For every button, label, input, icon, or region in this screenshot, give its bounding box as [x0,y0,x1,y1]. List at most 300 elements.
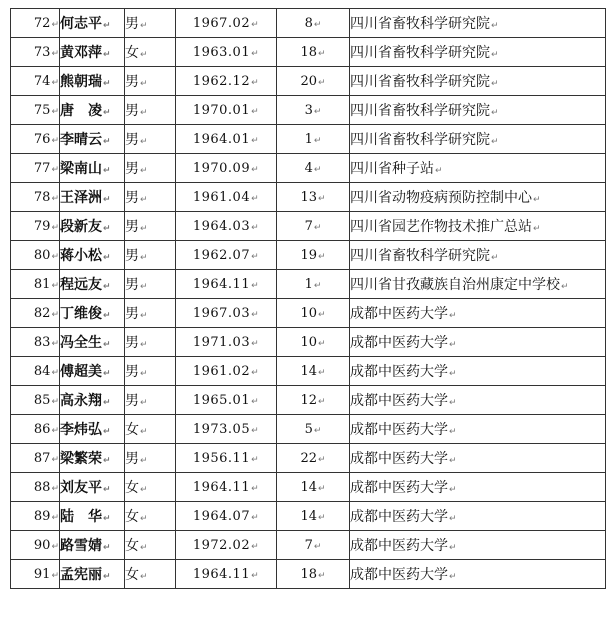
paragraph-mark-icon: ↵ [318,193,326,204]
paragraph-mark-icon: ↵ [318,512,326,523]
paragraph-mark-icon: ↵ [318,77,326,88]
organization-cell-text: 成都中医药大学 [350,364,448,380]
birth-date-cell-text: 1967.02 [192,15,251,31]
row-number-cell [11,154,60,183]
years-cell [277,125,350,154]
paragraph-mark-icon: ↵ [449,485,457,495]
name-cell [60,38,125,67]
paragraph-mark-icon: ↵ [251,338,260,349]
gender-cell-text: 男 [125,335,139,351]
paragraph-mark-icon: ↵ [140,427,148,437]
years-cell-text: 7 [304,218,313,234]
name-cell-text: 孟宪丽 [60,567,102,583]
paragraph-mark-icon: ↵ [140,485,148,495]
paragraph-mark-icon: ↵ [251,454,260,465]
name-cell-text: 黄邓萍 [60,45,102,61]
name-cell-text: 梁繁荣 [60,451,102,467]
name-cell [60,328,125,357]
birth-date-cell [176,183,277,212]
name-cell [60,473,125,502]
birth-date-cell-text: 1964.03 [192,218,251,234]
table-row [11,67,606,96]
paragraph-mark-icon: ↵ [51,164,59,175]
name-cell [60,9,125,38]
name-cell [60,444,125,473]
paragraph-mark-icon: ↵ [449,572,457,582]
paragraph-mark-icon: ↵ [103,166,111,176]
paragraph-mark-icon: ↵ [140,456,148,466]
years-cell-text: 14 [300,508,317,524]
birth-date-cell [176,415,277,444]
birth-date-cell [176,444,277,473]
years-cell [277,560,350,589]
years-cell-text: 13 [300,189,317,205]
gender-cell [125,444,176,473]
paragraph-mark-icon: ↵ [318,483,326,494]
gender-cell-text: 男 [125,161,139,177]
name-cell [60,212,125,241]
birth-date-cell-text: 1956.11 [192,450,251,466]
name-cell [60,241,125,270]
paragraph-mark-icon: ↵ [251,570,260,581]
name-cell [60,502,125,531]
paragraph-mark-icon: ↵ [491,79,499,89]
birth-date-cell [176,125,277,154]
table-row [11,96,606,125]
years-cell [277,270,350,299]
name-cell [60,270,125,299]
row-number-cell [11,67,60,96]
organization-cell [350,270,606,299]
row-number-cell-text: 73 [33,44,51,60]
row-number-cell [11,386,60,415]
row-number-cell [11,502,60,531]
years-cell-text: 14 [300,363,317,379]
birth-date-cell [176,299,277,328]
birth-date-cell [176,270,277,299]
row-number-cell-text: 75 [33,102,51,118]
organization-cell [350,299,606,328]
table-row [11,386,606,415]
row-number-cell [11,270,60,299]
row-number-cell-text: 74 [33,73,51,89]
paragraph-mark-icon: ↵ [251,251,260,262]
birth-date-cell-text: 1972.02 [192,537,251,553]
paragraph-mark-icon: ↵ [103,543,111,553]
gender-cell [125,67,176,96]
paragraph-mark-icon: ↵ [51,396,59,407]
years-cell-text: 3 [304,102,313,118]
name-cell [60,125,125,154]
organization-cell [350,357,606,386]
row-number-cell [11,444,60,473]
row-number-cell-text: 77 [33,160,51,176]
birth-date-cell-text: 1964.11 [192,276,251,292]
organization-cell [350,241,606,270]
birth-date-cell [176,241,277,270]
name-cell-text: 傅超美 [60,364,102,380]
paragraph-mark-icon: ↵ [449,456,457,466]
name-cell [60,154,125,183]
organization-cell [350,125,606,154]
paragraph-mark-icon: ↵ [318,251,326,262]
birth-date-cell-text: 1964.11 [192,479,251,495]
birth-date-cell-text: 1961.02 [192,363,251,379]
paragraph-mark-icon: ↵ [251,280,260,291]
row-number-cell [11,560,60,589]
organization-cell-text: 四川省动物疫病预防控制中心 [350,190,532,206]
paragraph-mark-icon: ↵ [318,570,326,581]
years-cell [277,444,350,473]
paragraph-mark-icon: ↵ [103,369,111,379]
row-number-cell [11,9,60,38]
paragraph-mark-icon: ↵ [313,280,322,291]
birth-date-cell-text: 1964.11 [192,566,251,582]
paragraph-mark-icon: ↵ [140,514,148,524]
gender-cell-text: 男 [125,103,139,119]
paragraph-mark-icon: ↵ [51,367,59,378]
paragraph-mark-icon: ↵ [318,338,326,349]
paragraph-mark-icon: ↵ [51,309,59,320]
paragraph-mark-icon: ↵ [51,338,59,349]
gender-cell [125,9,176,38]
paragraph-mark-icon: ↵ [313,106,322,117]
years-cell-text: 18 [300,44,317,60]
paragraph-mark-icon: ↵ [51,77,59,88]
paragraph-mark-icon: ↵ [140,572,148,582]
gender-cell-text: 男 [125,248,139,264]
paragraph-mark-icon: ↵ [313,164,322,175]
gender-cell-text: 男 [125,190,139,206]
name-cell [60,357,125,386]
name-cell [60,415,125,444]
row-number-cell [11,212,60,241]
table-row [11,154,606,183]
table-row [11,415,606,444]
organization-cell [350,328,606,357]
gender-cell [125,125,176,154]
years-cell-text: 10 [300,334,317,350]
years-cell-text: 20 [300,73,317,89]
paragraph-mark-icon: ↵ [318,48,326,59]
paragraph-mark-icon: ↵ [449,543,457,553]
name-cell [60,96,125,125]
years-cell [277,531,350,560]
paragraph-mark-icon: ↵ [51,193,59,204]
organization-cell [350,183,606,212]
row-number-cell-text: 88 [33,479,51,495]
row-number-cell [11,357,60,386]
paragraph-mark-icon: ↵ [251,19,260,30]
row-number-cell-text: 76 [33,131,51,147]
paragraph-mark-icon: ↵ [140,79,148,89]
table-row [11,38,606,67]
birth-date-cell-text: 1965.01 [192,392,251,408]
paragraph-mark-icon: ↵ [251,512,260,523]
gender-cell-text: 女 [125,509,139,525]
gender-cell [125,386,176,415]
paragraph-mark-icon: ↵ [103,282,111,292]
paragraph-mark-icon: ↵ [51,512,59,523]
gender-cell-text: 男 [125,219,139,235]
years-cell-text: 22 [300,450,317,466]
paragraph-mark-icon: ↵ [140,398,148,408]
birth-date-cell-text: 1964.01 [192,131,251,147]
name-cell-text: 唐 凌 [60,103,102,119]
name-cell-text: 高永翔 [60,393,102,409]
birth-date-cell-text: 1964.07 [192,508,251,524]
organization-cell-text: 成都中医药大学 [350,451,448,467]
gender-cell [125,502,176,531]
row-number-cell-text: 78 [33,189,51,205]
paragraph-mark-icon: ↵ [51,135,59,146]
paragraph-mark-icon: ↵ [103,137,111,147]
birth-date-cell-text: 1973.05 [192,421,251,437]
table-row [11,357,606,386]
paragraph-mark-icon: ↵ [449,369,457,379]
years-cell [277,415,350,444]
birth-date-cell [176,502,277,531]
organization-cell-text: 四川省畜牧科学研究院 [350,74,490,90]
name-cell [60,299,125,328]
organization-cell [350,96,606,125]
paragraph-mark-icon: ↵ [140,108,148,118]
years-cell [277,154,350,183]
paragraph-mark-icon: ↵ [103,340,111,350]
organization-cell-text: 四川省种子站 [350,161,434,177]
organization-cell [350,38,606,67]
paragraph-mark-icon: ↵ [103,21,111,31]
row-number-cell [11,415,60,444]
paragraph-mark-icon: ↵ [251,425,260,436]
paragraph-mark-icon: ↵ [318,396,326,407]
birth-date-cell [176,9,277,38]
paragraph-mark-icon: ↵ [140,311,148,321]
organization-cell-text: 四川省畜牧科学研究院 [350,45,490,61]
organization-cell [350,560,606,589]
table-row [11,241,606,270]
years-cell-text: 5 [304,421,313,437]
paragraph-mark-icon: ↵ [140,50,148,60]
organization-cell [350,531,606,560]
table-row [11,299,606,328]
paragraph-mark-icon: ↵ [140,543,148,553]
gender-cell [125,560,176,589]
table-row [11,212,606,241]
row-number-cell [11,125,60,154]
years-cell-text: 19 [300,247,317,263]
paragraph-mark-icon: ↵ [103,195,111,205]
organization-cell [350,386,606,415]
paragraph-mark-icon: ↵ [103,253,111,263]
gender-cell [125,96,176,125]
gender-cell [125,299,176,328]
table-row [11,560,606,589]
table-row [11,444,606,473]
paragraph-mark-icon: ↵ [491,50,499,60]
paragraph-mark-icon: ↵ [251,222,260,233]
years-cell [277,473,350,502]
paragraph-mark-icon: ↵ [51,222,59,233]
gender-cell [125,270,176,299]
birth-date-cell [176,328,277,357]
name-cell [60,183,125,212]
paragraph-mark-icon: ↵ [251,193,260,204]
paragraph-mark-icon: ↵ [140,166,148,176]
paragraph-mark-icon: ↵ [140,224,148,234]
organization-cell [350,502,606,531]
paragraph-mark-icon: ↵ [449,398,457,408]
gender-cell [125,328,176,357]
organization-cell-text: 四川省畜牧科学研究院 [350,103,490,119]
paragraph-mark-icon: ↵ [103,311,111,321]
gender-cell [125,357,176,386]
name-cell-text: 王泽洲 [60,190,102,206]
gender-cell [125,154,176,183]
paragraph-mark-icon: ↵ [140,137,148,147]
years-cell [277,9,350,38]
paragraph-mark-icon: ↵ [51,483,59,494]
row-number-cell [11,38,60,67]
paragraph-mark-icon: ↵ [51,48,59,59]
row-number-cell-text: 79 [33,218,51,234]
name-cell-text: 李炜弘 [60,422,102,438]
row-number-cell-text: 81 [33,276,51,292]
organization-cell-text: 成都中医药大学 [350,393,448,409]
organization-cell-text: 成都中医药大学 [350,538,448,554]
years-cell [277,357,350,386]
gender-cell-text: 男 [125,393,139,409]
paragraph-mark-icon: ↵ [140,195,148,205]
name-cell-text: 李晴云 [60,132,102,148]
paragraph-mark-icon: ↵ [533,224,541,234]
name-cell-text: 何志平 [60,16,102,32]
years-cell [277,328,350,357]
paragraph-mark-icon: ↵ [313,425,322,436]
organization-cell-text: 成都中医药大学 [350,335,448,351]
gender-cell-text: 男 [125,306,139,322]
years-cell [277,299,350,328]
years-cell-text: 14 [300,479,317,495]
paragraph-mark-icon: ↵ [103,50,111,60]
years-cell-text: 4 [304,160,313,176]
years-cell [277,67,350,96]
table-row [11,473,606,502]
gender-cell-text: 男 [125,132,139,148]
paragraph-mark-icon: ↵ [313,19,322,30]
gender-cell-text: 女 [125,538,139,554]
name-cell-text: 熊朝瑞 [60,74,102,90]
birth-date-cell-text: 1970.01 [192,102,251,118]
paragraph-mark-icon: ↵ [251,48,260,59]
paragraph-mark-icon: ↵ [103,427,111,437]
paragraph-mark-icon: ↵ [533,195,541,205]
gender-cell [125,241,176,270]
gender-cell [125,183,176,212]
paragraph-mark-icon: ↵ [51,280,59,291]
years-cell [277,38,350,67]
gender-cell-text: 男 [125,277,139,293]
paragraph-mark-icon: ↵ [435,166,443,176]
birth-date-cell-text: 1970.09 [192,160,251,176]
row-number-cell-text: 85 [33,392,51,408]
table-row [11,502,606,531]
gender-cell-text: 男 [125,364,139,380]
organization-cell-text: 四川省畜牧科学研究院 [350,132,490,148]
birth-date-cell [176,386,277,415]
paragraph-mark-icon: ↵ [51,454,59,465]
paragraph-mark-icon: ↵ [251,309,260,320]
table-row [11,183,606,212]
paragraph-mark-icon: ↵ [103,514,111,524]
organization-cell-text: 成都中医药大学 [350,509,448,525]
paragraph-mark-icon: ↵ [251,541,260,552]
row-number-cell-text: 89 [33,508,51,524]
paragraph-mark-icon: ↵ [103,224,111,234]
expert-roster-table [10,8,606,589]
gender-cell-text: 男 [125,74,139,90]
years-cell-text: 1 [304,131,313,147]
paragraph-mark-icon: ↵ [491,21,499,31]
row-number-cell-text: 80 [33,247,51,263]
name-cell [60,67,125,96]
birth-date-cell-text: 1967.03 [192,305,251,321]
paragraph-mark-icon: ↵ [51,570,59,581]
birth-date-cell [176,154,277,183]
table-row [11,270,606,299]
name-cell-text: 丁维俊 [60,306,102,322]
organization-cell [350,67,606,96]
table-row [11,9,606,38]
table-row [11,531,606,560]
name-cell-text: 蒋小松 [60,248,102,264]
paragraph-mark-icon: ↵ [491,108,499,118]
paragraph-mark-icon: ↵ [449,514,457,524]
organization-cell [350,9,606,38]
table-row [11,328,606,357]
years-cell-text: 18 [300,566,317,582]
paragraph-mark-icon: ↵ [318,309,326,320]
paragraph-mark-icon: ↵ [140,253,148,263]
name-cell-text: 段新友 [60,219,102,235]
gender-cell-text: 女 [125,567,139,583]
paragraph-mark-icon: ↵ [140,21,148,31]
paragraph-mark-icon: ↵ [449,340,457,350]
paragraph-mark-icon: ↵ [103,485,111,495]
paragraph-mark-icon: ↵ [103,398,111,408]
row-number-cell [11,531,60,560]
paragraph-mark-icon: ↵ [251,135,260,146]
years-cell-text: 8 [304,15,313,31]
organization-cell-text: 四川省畜牧科学研究院 [350,248,490,264]
birth-date-cell [176,473,277,502]
document-page [10,8,606,589]
years-cell-text: 7 [304,537,313,553]
paragraph-mark-icon: ↵ [140,340,148,350]
name-cell [60,560,125,589]
birth-date-cell [176,560,277,589]
gender-cell [125,531,176,560]
paragraph-mark-icon: ↵ [51,541,59,552]
paragraph-mark-icon: ↵ [313,222,322,233]
table-body [11,9,606,589]
years-cell [277,212,350,241]
paragraph-mark-icon: ↵ [140,369,148,379]
years-cell [277,502,350,531]
row-number-cell [11,96,60,125]
paragraph-mark-icon: ↵ [51,19,59,30]
years-cell [277,241,350,270]
